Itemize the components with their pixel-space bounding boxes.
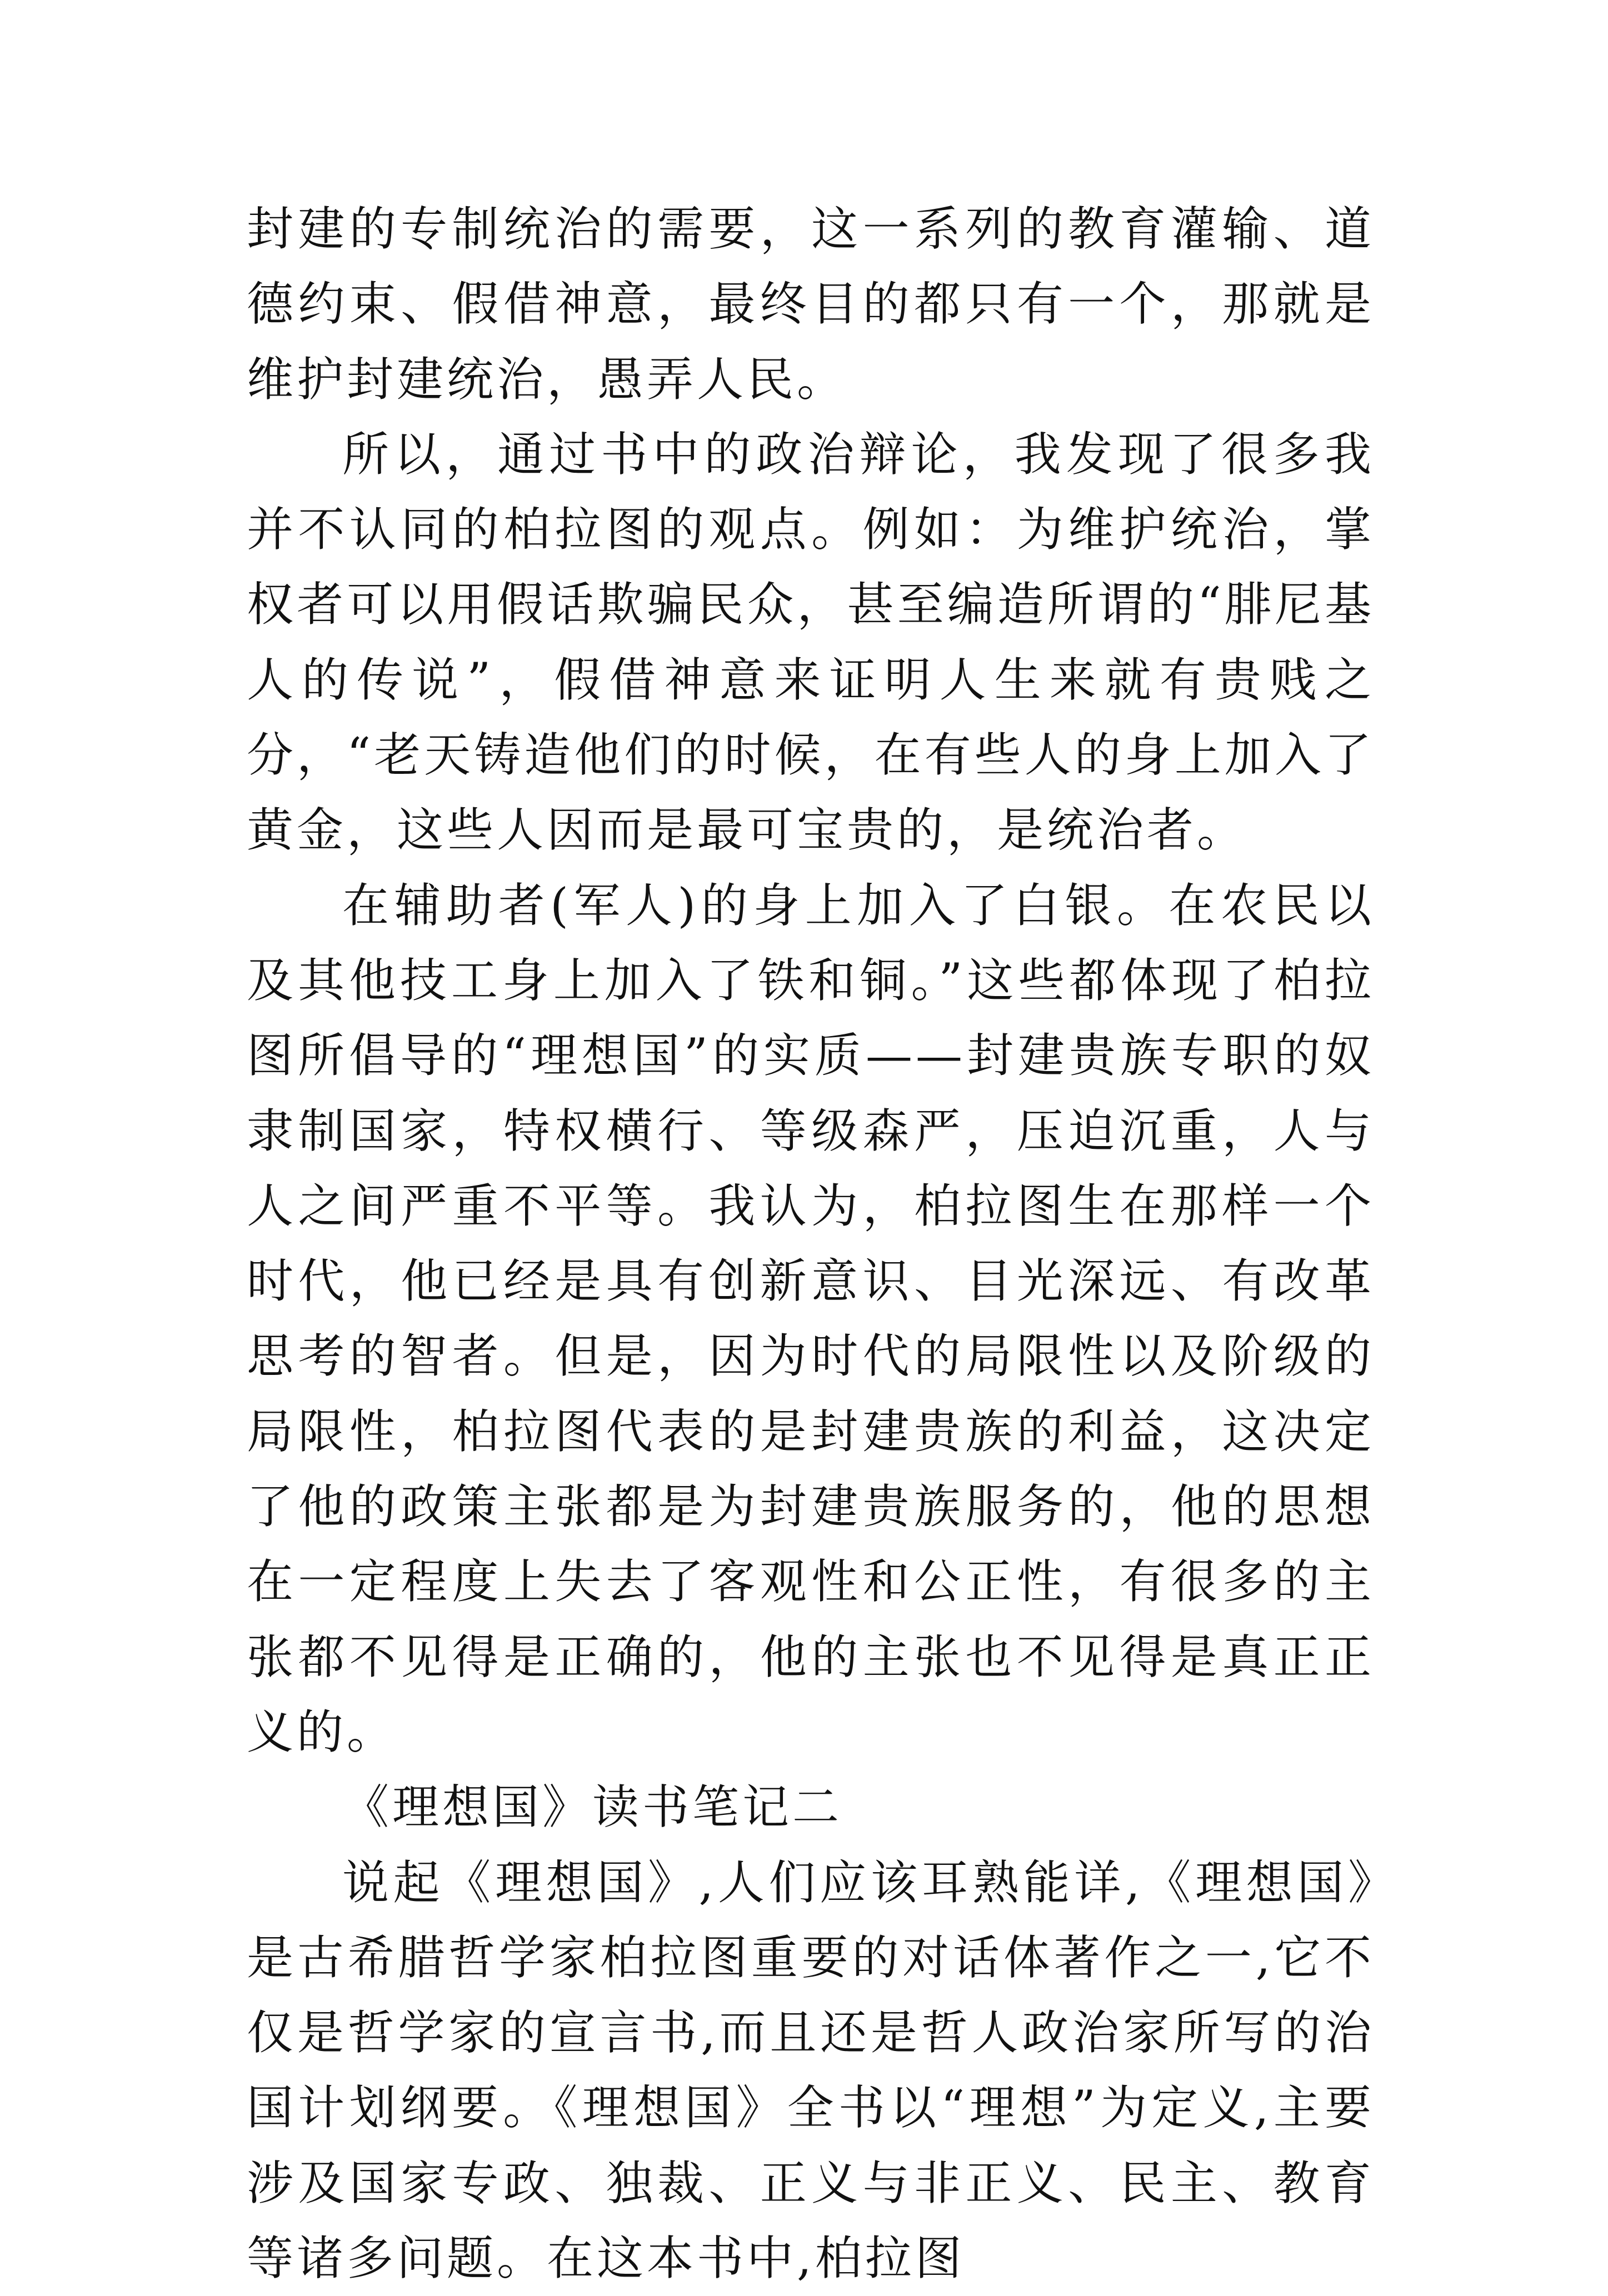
paragraph-2: 所以，通过书中的政治辩论，我发现了很多我并不认同的柏拉图的观点。例如：为维护统治，掌权者可以用假话欺骗民众，甚至编造所谓的“腓尼基人的传说”，假借神意来证明人生来就有贵贱之分，“老天铸造他们的时候，在有些人的身上加入了黄金，这些人因而是最可宝贵的，是统治者。 — [247, 427, 1375, 858]
section-heading: 《理想国》读书笔记二 — [342, 1780, 843, 1835]
document-body — [247, 192, 1375, 2296]
paragraph-4: 说起《理想国》,人们应该耳熟能详,《理想国》是古希腊哲学家柏拉图重要的对话体著作之一,它不仅是哲学家的宣言书,而且还是哲人政治家所写的治国计划纲要。《理想国》全书以“理想”为定义,主要涉及国家专政、独裁、正义与非正义、民主、教育等诸多问题。在这本书中,柏拉图 — [247, 1855, 1375, 2286]
paragraph-1: 封建的专制统治的需要，这一系列的教育灌输、道德约束、假借神意，最终目的都只有一个，那就是维护封建统治，愚弄人民。 — [247, 202, 1375, 407]
paragraph-3: 在辅助者(军人)的身上加入了白银。在农民以及其他技工身上加入了铁和铜。”这些都体现了柏拉图所倡导的“理想国”的实质——封建贵族专职的奴隶制国家，特权横行、等级森严，压迫沉重，人与人之间严重不平等。我认为，柏拉图生在那样一个时代，他已经是具有创新意识、目光深远、有改革思考的智者。但是，因为时代的局限性以及阶级的局限性，柏拉图代表的是封建贵族的利益，这决定了他的政策主张都是为封建贵族服务的，他的思想在一定程度上失去了客观性和公正性，有很多的主张都不见得是正确的，他的主张也不见得是真正正义的。 — [247, 878, 1375, 1759]
